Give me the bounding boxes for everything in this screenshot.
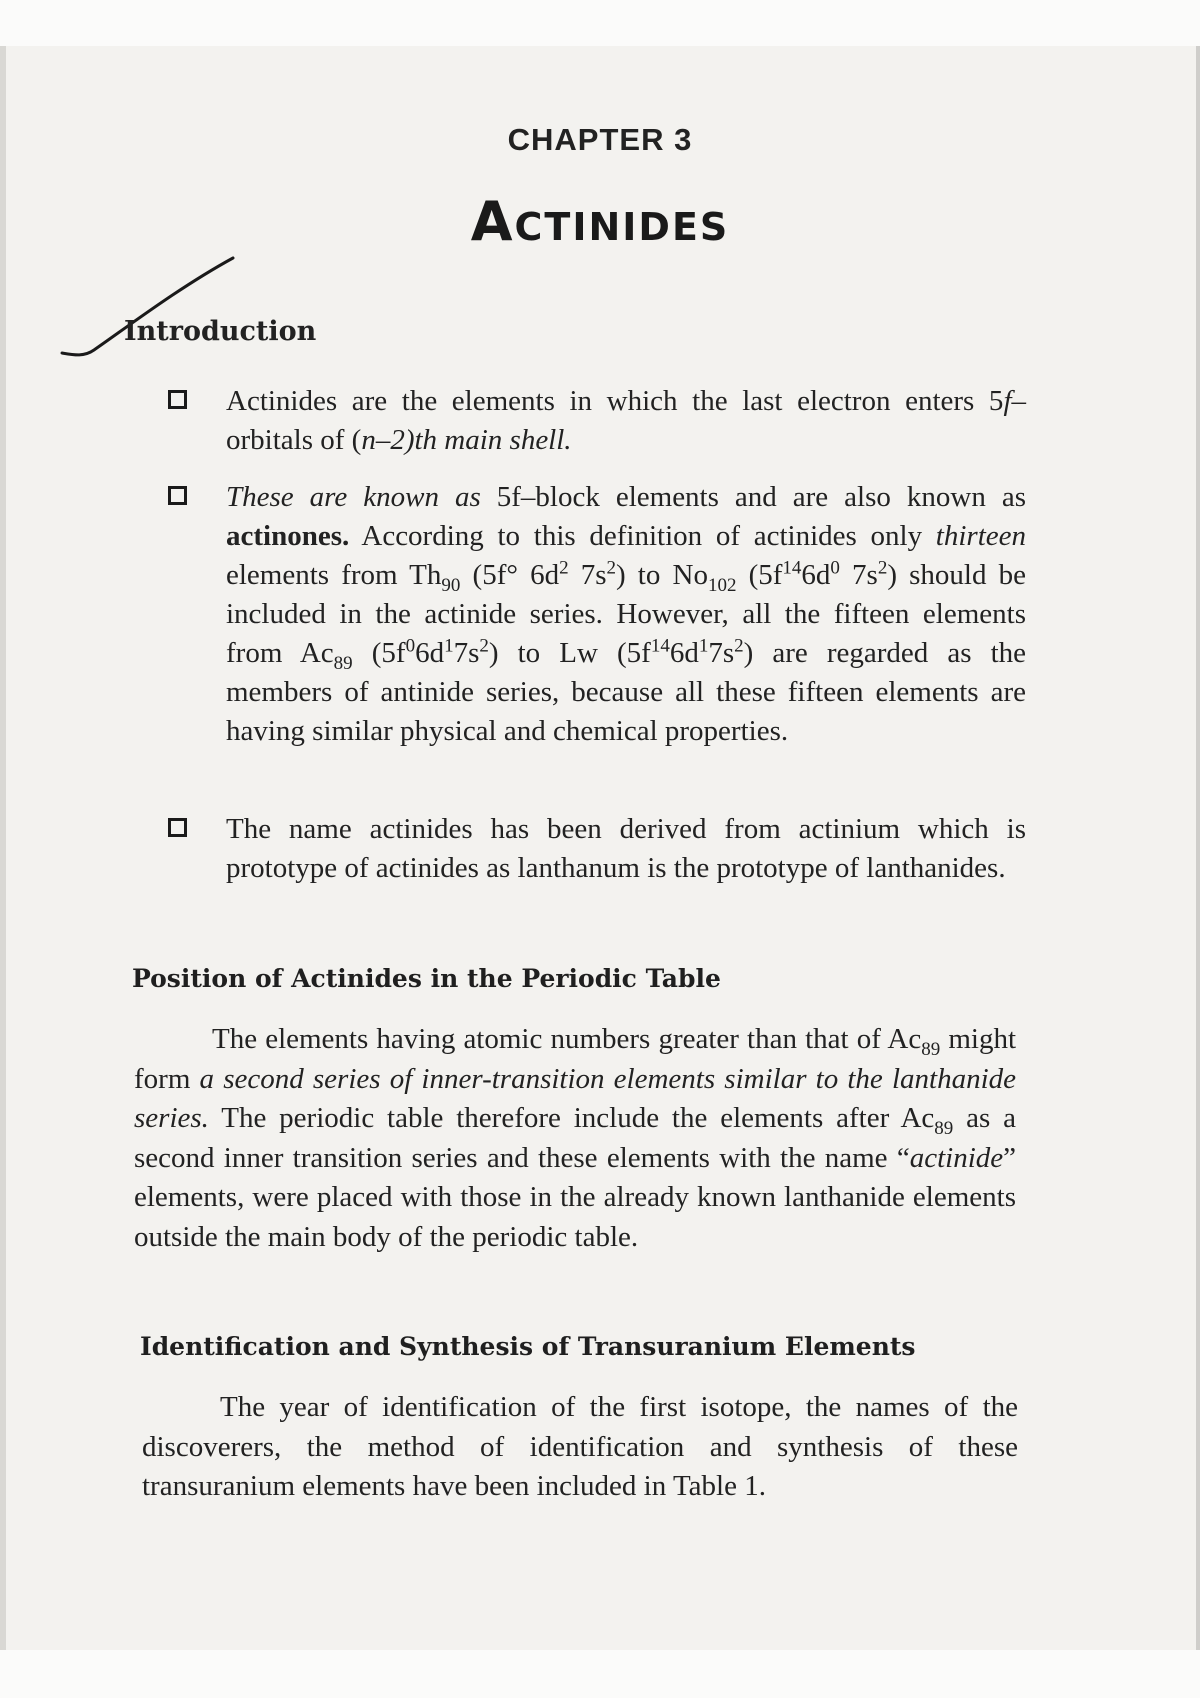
paragraph-identification: The year of identification of the first isotope, the names of the discoverers, the method of identification and synthesis of these transuranium elements have been included in Table 1. [142,1391,1018,1502]
list-item-text: These are known as 5f–block elements and are also known as actinones. According to this definition of actinides only thirteen elements from $Th_{90}$ (5f° $6d^2$ $7s^2$) to $No_{102}$ ($5f^{14}6d^0$ $7s^2$) should be included in the actinide series. However, all the fifteen elements from $Ac_{89}$ $(5f^06d^17s^2)$ to Lw $(5f^{14}6d^17s^2)$ are regarded as the members of antinide series, because all these fifteen elements are having similar physical and chemical properties. [226,481,1027,747]
handwritten-checkmark-icon [60,255,240,365]
scan-margin-bottom [0,1650,1200,1698]
list-item-text: The name actinides has been derived from actinium which is prototype of actinides as lanthanum is the prototype of lanthanides. [226,813,1026,884]
page-right-edge [1196,46,1200,1650]
checkbox-bullet-icon [168,390,187,409]
chapter-title: Actinides [470,190,730,253]
chapter-label: CHAPTER 3 [507,122,693,157]
list-item-text: Actinides are the elements in which the last electron enters 5f–orbitals of (n–2)th main shell. [226,385,1026,456]
checkbox-bullet-icon [168,818,187,837]
checkbox-bullet-icon [168,486,187,505]
scan-margin-top [0,0,1200,46]
page-left-edge [0,46,6,1650]
section-heading-identification: Identification and Synthesis of Transuranium Elements [140,1332,916,1361]
section-heading-introduction: Introduction [124,316,317,347]
paragraph-position: The elements having atomic numbers greater than that of $Ac_{89}$ might form a second series of inner-transition elements similar to the lanthanide series. The periodic table therefore include the elements after $Ac_{89}$ as a second inner transition series and these elements with the name “actinide” elements, were placed with those in the already known lanthanide elements outside the main body of the periodic table. [134,1023,1017,1253]
section-heading-position: Position of Actinides in the Periodic Table [132,964,721,993]
